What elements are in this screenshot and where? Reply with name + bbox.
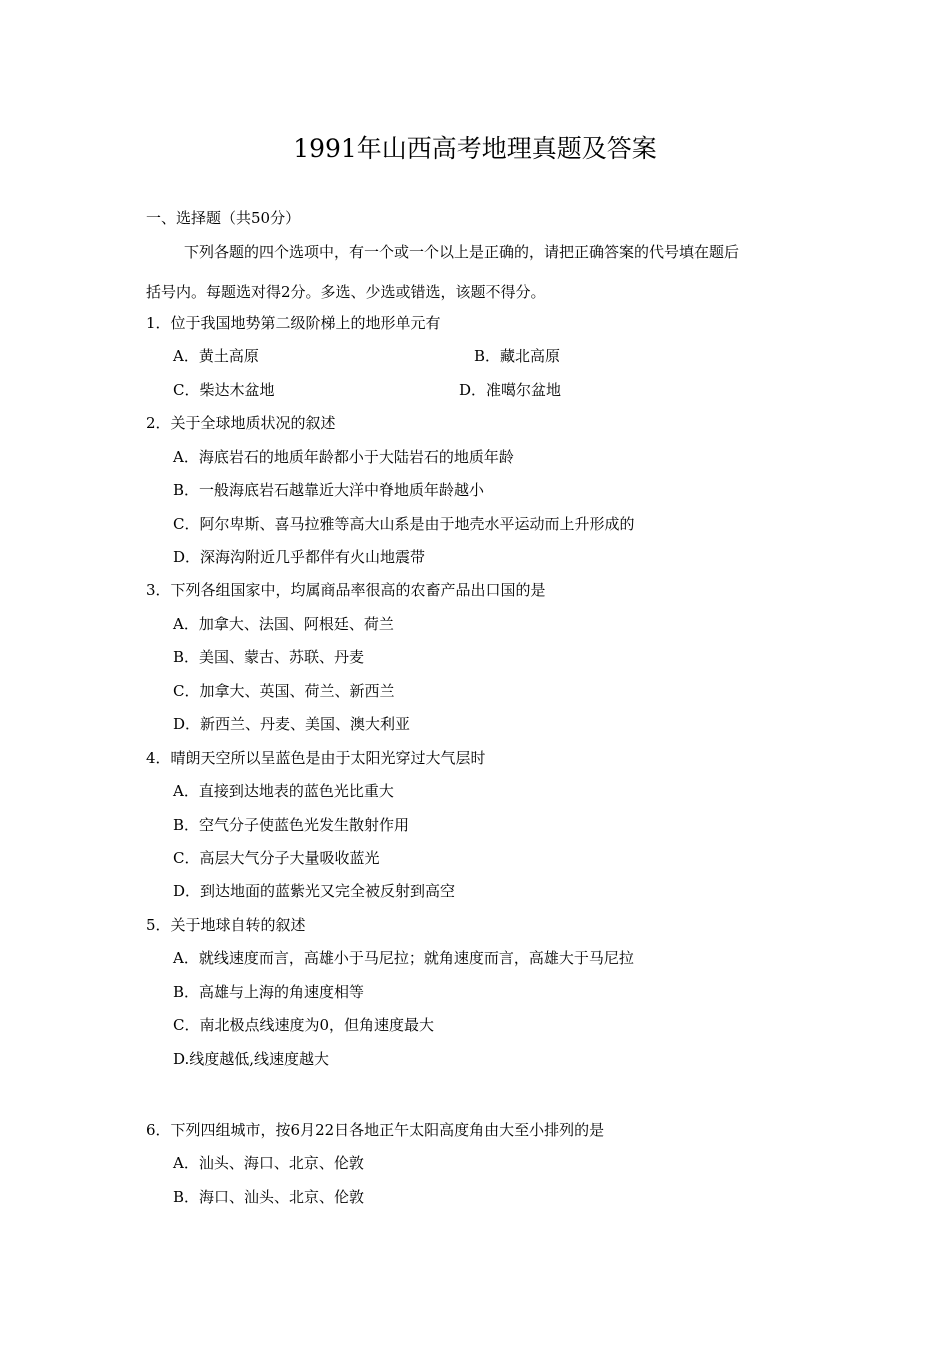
question-2-option-b: B．一般海底岩石越靠近大洋中脊地质年龄越小 bbox=[173, 481, 485, 499]
question-5-option-b: B．高雄与上海的角速度相等 bbox=[173, 983, 365, 1001]
question-3-stem: 3．下列各组国家中，均属商品率很高的农畜产品出口国的是 bbox=[146, 581, 546, 599]
question-2-option-c: C．阿尔卑斯、喜马拉雅等高大山系是由于地壳水平运动而上升形成的 bbox=[173, 515, 635, 533]
question-4-option-a: A．直接到达地表的蓝色光比重大 bbox=[173, 782, 394, 800]
question-5-stem: 5．关于地球自转的叙述 bbox=[146, 916, 306, 934]
question-1-option-d: D．准噶尔盆地 bbox=[459, 381, 562, 399]
question-6-option-a: A．汕头、海口、北京、伦敦 bbox=[173, 1154, 364, 1172]
question-4-stem: 4．晴朗天空所以呈蓝色是由于太阳光穿过大气层时 bbox=[146, 749, 486, 767]
question-1-option-b: B．藏北高原 bbox=[474, 347, 561, 365]
question-4-option-b: B．空气分子使蓝色光发生散射作用 bbox=[173, 816, 410, 834]
instructions-line-2: 括号内。每题选对得2分。多选、少选或错选，该题不得分。 bbox=[146, 283, 546, 301]
section-heading: 一、选择题（共50分） bbox=[146, 209, 301, 227]
question-2-option-d: D．深海沟附近几乎都伴有火山地震带 bbox=[173, 548, 426, 566]
question-5-option-a: A．就线速度而言，高雄小于马尼拉；就角速度而言，高雄大于马尼拉 bbox=[173, 949, 634, 967]
question-2-stem: 2．关于全球地质状况的叙述 bbox=[146, 414, 336, 432]
question-1-stem: 1．位于我国地势第二级阶梯上的地形单元有 bbox=[146, 314, 441, 332]
question-3-option-a: A．加拿大、法国、阿根廷、荷兰 bbox=[173, 615, 394, 633]
question-4-option-c: C．高层大气分子大量吸收蓝光 bbox=[173, 849, 380, 867]
question-2-option-a: A．海底岩石的地质年龄都小于大陆岩石的地质年龄 bbox=[173, 448, 514, 466]
question-3-option-d: D．新西兰、丹麦、美国、澳大利亚 bbox=[173, 715, 411, 733]
question-4-option-d: D．到达地面的蓝紫光又完全被反射到高空 bbox=[173, 882, 456, 900]
instructions-line-1: 下列各题的四个选项中，有一个或一个以上是正确的，请把正确答案的代号填在题后 bbox=[184, 243, 740, 261]
question-6-stem: 6．下列四组城市，按6月22日各地正午太阳高度角由大至小排列的是 bbox=[146, 1121, 605, 1139]
question-1-option-a: A．黄土高原 bbox=[173, 347, 259, 365]
question-3-option-b: B．美国、蒙古、苏联、丹麦 bbox=[173, 648, 365, 666]
question-3-option-c: C．加拿大、英国、荷兰、新西兰 bbox=[173, 682, 395, 700]
question-5-option-d: D.线度越低,线速度越大 bbox=[173, 1050, 330, 1068]
question-1-option-c: C．柴达木盆地 bbox=[173, 381, 275, 399]
question-5-option-c: C．南北极点线速度为0，但角速度最大 bbox=[173, 1016, 435, 1034]
question-6-option-b: B．海口、汕头、北京、伦敦 bbox=[173, 1188, 365, 1206]
page-title: 1991年山西高考地理真题及答案 bbox=[293, 134, 657, 163]
